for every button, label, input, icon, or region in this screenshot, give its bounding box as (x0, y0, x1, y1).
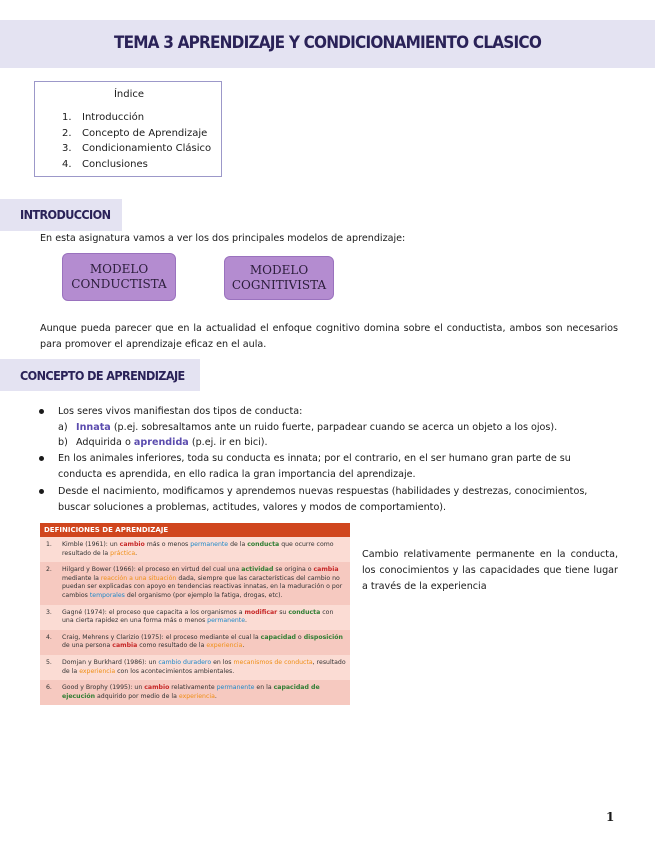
intro-paragraph: Aunque pueda parecer que en la actualidad el enfoque cognitivo domina sobre el conductista, ambos son necesarios para promover el aprendizaje eficaz en el aula. (40, 323, 618, 350)
concept-bullet-2: En los animales inferiores, toda su conducta es innata; por el contrario, en el ser humano gran parte de su conducta es aprendida, en ello radica la gran importancia del aprendizaje. (58, 453, 571, 480)
intro-lead: En esta asignatura vamos a ver los dos principales modelos de aprendizaje: (40, 233, 406, 244)
index-box (34, 81, 222, 177)
index-item: 3. Condicionamiento Clásico (62, 143, 212, 154)
definitions-table (40, 523, 350, 705)
model-cognitivista-box: MODELO COGNITIVISTA (224, 256, 334, 300)
definition-row: 6. Good y Brophy (1995): un cambio relativamente permanente en la capacidad de ejecución adquirido por medio de la experiencia. (40, 680, 350, 705)
definition-row: 3. Gagné (1974): el proceso que capacita a los organismos a modificar su conducta con una cierta rapidez en una forma más o menos permanente. (40, 605, 350, 630)
index-item: 4. Conclusiones (62, 159, 148, 170)
side-definition: Cambio relativamente permanente en la conducta, los conocimientos y las capacidades que tiene lugar a través de la experiencia (362, 549, 618, 592)
concept-sub-b: b) Adquirida o aprendida (p.ej. ir en bici). (58, 437, 268, 448)
page-number: 1 (606, 810, 615, 824)
bullet-dot (39, 456, 44, 461)
definition-row: 5. Domjan y Burkhard (1986): un cambio duradero en los mecanismos de conducta, resultado de la experiencia con los acontecimientos ambientales. (40, 655, 350, 680)
concept-sub-a: a) Innata (p.ej. sobresaltamos ante un ruido fuerte, parpadear cuando se acerca un objeto a los ojos). (58, 422, 558, 433)
definition-row: 1. Kimble (1961): un cambio más o menos permanente de la conducta que ocurre como resultado de la práctica. (40, 537, 350, 562)
definition-row: 4. Craig, Mehrens y Clarizio (1975): el proceso mediante el cual la capacidad o disposición de una persona cambia como resultado de la experiencia. (40, 630, 350, 655)
concept-bullet-1: Los seres vivos manifiestan dos tipos de conducta: (58, 406, 303, 417)
model-conductista-box: MODELO CONDUCTISTA (62, 253, 176, 301)
bullet-dot (39, 489, 44, 494)
definition-row: 2. Hilgard y Bower (1966): el proceso en virtud del cual una actividad se origina o cambia mediante la reacción a una situación dada, siempre que las características del cambio no puedan ser explicadas con apoyo en tendencias reactivas innatas, en la maduración o por cambios temporales del organismo (por ejemplo la fatiga, drogas, etc). (40, 562, 350, 604)
index-heading: Índice (113, 89, 145, 100)
concept-heading: CONCEPTO DE APRENDIZAJE (20, 368, 185, 383)
intro-heading: INTRODUCCION (20, 207, 111, 222)
page-title: TEMA 3 APRENDIZAJE Y CONDICIONAMIENTO CLASICO (113, 33, 542, 53)
bullet-dot (39, 409, 44, 414)
index-item: 1. Introducción (62, 112, 145, 123)
definitions-header: DEFINICIONES DE APRENDIZAJE (40, 523, 350, 537)
concept-bullet-3: Desde el nacimiento, modificamos y aprendemos nuevas respuestas (habilidades y destrezas, conocimientos, buscar soluciones a problemas, actitudes, valores y modos de comportamiento). (58, 486, 588, 513)
index-item: 2. Concepto de Aprendizaje (62, 128, 208, 139)
